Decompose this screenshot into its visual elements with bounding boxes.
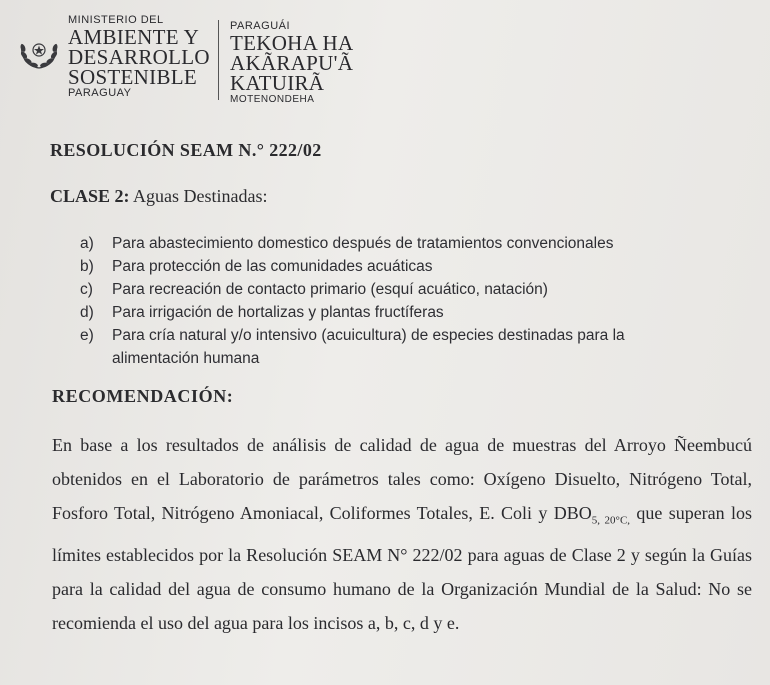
resolution-title: RESOLUCIÓN SEAM N.° 222/02 xyxy=(50,140,322,160)
paragraph-text-part-2: que superan los límites establecidos por la Resolución SEAM N° 222/02 para aguas de Clase 2 y según la Guías para la calidad del agua de consumo humano de la Organización Mundial de la Salud: No se recomienda el uso del agua para los incisos a, b, c, d y e. xyxy=(52,503,753,633)
list-item xyxy=(80,301,700,324)
guarani-line-1: TEKOHA HA xyxy=(230,31,354,55)
ministry-line-2: DESARROLLO xyxy=(68,45,210,69)
guarani-line-2: AKÃRAPU'Ã xyxy=(230,51,354,75)
paragraph-subscript: 5, 20°C, xyxy=(591,514,631,527)
list-item-letter: a) xyxy=(80,235,94,252)
list-item-letter: e) xyxy=(80,327,94,344)
ministry-name xyxy=(68,14,218,100)
class-text: Aguas Destinadas: xyxy=(129,186,268,206)
list-item-text: Para cría natural y/o intensivo (acuicultura) de especies destinadas para la alimentación humana xyxy=(112,327,625,367)
paragraph-text-part-1: En base a los resultados de análisis de calidad de agua de muestras del Arroyo Ñeembucú obtenidos en el Laboratorio de parámetros tales como: Oxígeno Disuelto, Nitrógeno Total, Fosforo Total, Nitrógeno Amoniacal, Coliformes Totales, E. Coli y DBO xyxy=(52,435,752,523)
list-item-text: Para recreación de contacto primario (esquí acuático, natación) xyxy=(112,281,548,298)
guarani-prefix: PARAGUÁI xyxy=(230,20,291,32)
letterhead xyxy=(14,14,374,106)
ministry-line-3: SOSTENIBLE xyxy=(68,65,197,89)
list-item-letter: d) xyxy=(80,304,94,321)
list-item xyxy=(80,255,700,278)
water-uses-list xyxy=(80,232,700,370)
list-item-text: Para abastecimiento domestico después de tratamientos convencionales xyxy=(112,235,614,252)
list-item-text: Para protección de las comunidades acuáticas xyxy=(112,258,433,275)
recommendation-heading: RECOMENDACIÓN: xyxy=(52,386,234,406)
class-heading xyxy=(50,186,268,207)
class-label: CLASE 2: xyxy=(50,186,130,206)
letterhead-divider xyxy=(218,20,219,100)
ministry-line-1: AMBIENTE Y xyxy=(68,25,200,49)
recommendation-paragraph xyxy=(52,428,752,640)
ministry-name-guarani xyxy=(230,20,380,106)
national-seal-icon xyxy=(16,28,62,74)
list-item xyxy=(80,232,700,255)
list-item-letter: b) xyxy=(80,258,94,275)
ministry-prefix: MINISTERIO DEL xyxy=(68,14,164,26)
list-item-text: Para irrigación de hortalizas y plantas fructíferas xyxy=(112,304,444,321)
guarani-suffix: MOTENONDEHA xyxy=(230,94,315,105)
guarani-line-3: KATUIRÃ xyxy=(230,71,325,95)
ministry-country: PARAGUAY xyxy=(68,87,132,99)
list-item xyxy=(80,278,700,301)
list-item-letter: c) xyxy=(80,281,93,298)
list-item xyxy=(80,324,700,370)
